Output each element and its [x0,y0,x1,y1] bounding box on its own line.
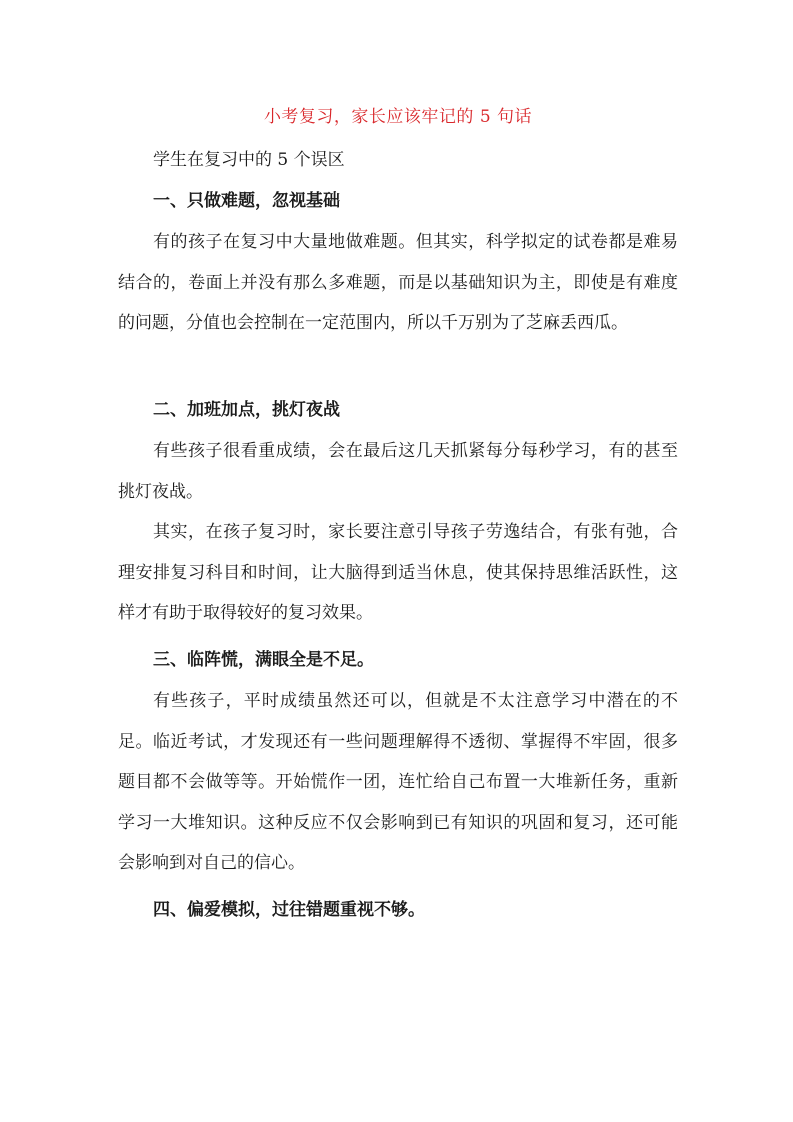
paragraph-1: 有的孩子在复习中大量地做难题。但其实，科学拟定的试卷都是难易结合的，卷面上并没有那么多难题，而是以基础知识为主，即使是有难度的问题，分值也会控制在一定范围内，所以千万别为了芝麻丢西瓜。 [118,232,678,333]
section-heading-4: 四、偏爱模拟，过往错题重视不够。 [153,900,425,920]
paragraph-2: 有些孩子很看重成绩，会在最后这几天抓紧每分每秒学习，有的甚至挑灯夜战。 [118,441,678,502]
section-heading-2: 二、加班加点，挑灯夜战 [153,400,340,420]
intro-line: 学生在复习中的 5 个误区 [153,150,345,170]
section-heading-3: 三、临阵慌，满眼全是不足。 [153,650,374,670]
document-title: 小考复习，家长应该牢记的 5 句话 [263,107,533,127]
paragraph-3: 其实，在孩子复习时，家长要注意引导孩子劳逸结合，有张有弛，合理安排复习科目和时间，让大脑得到适当休息，使其保持思维活跃性，这样才有助于取得较好的复习效果。 [118,522,678,623]
paragraph-4: 有些孩子，平时成绩虽然还可以，但就是不太注意学习中潜在的不足。临近考试，才发现还有一些问题理解得不透彻、掌握得不牢固，很多题目都不会做等等。开始慌作一团，连忙给自己布置一大堆新任务，重新学习一大堆知识。这种反应不仅会影响到已有知识的巩固和复习，还可能会影响到对自己的信心。 [118,691,678,873]
section-heading-1: 一、只做难题，忽视基础 [153,191,340,211]
